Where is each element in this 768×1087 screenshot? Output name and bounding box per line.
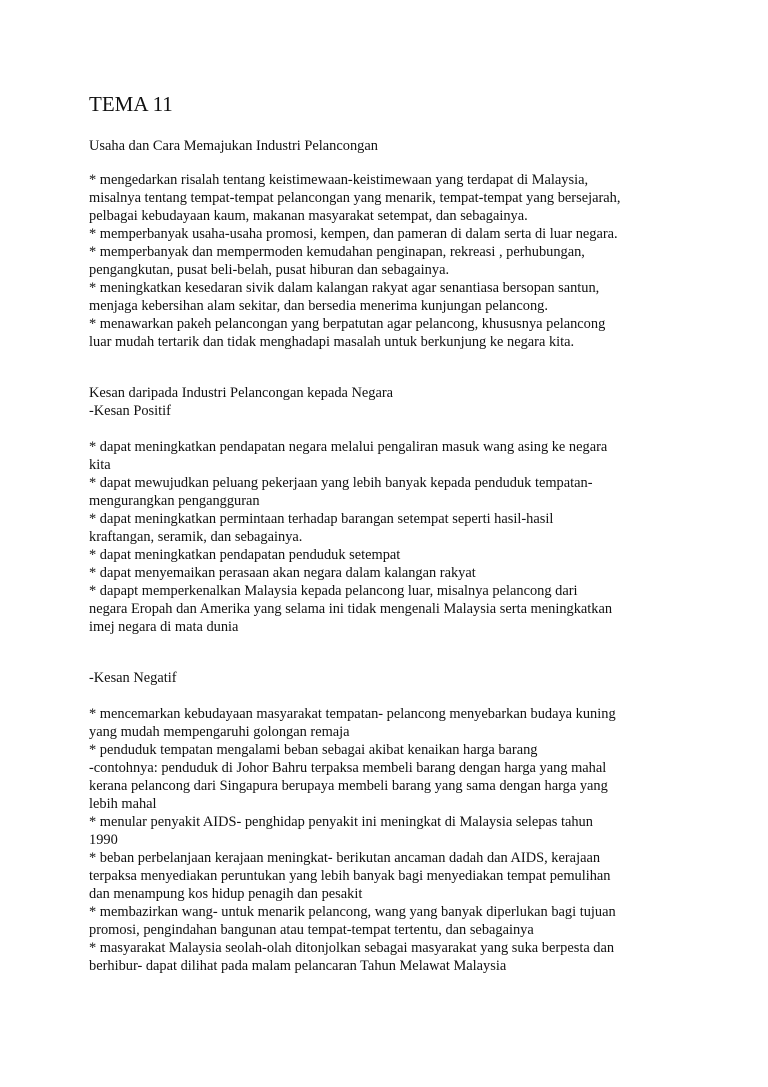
body-line: dan menampung kos hidup penagih dan pesakit [89, 886, 363, 902]
body-line: -contohnya: penduduk di Johor Bahru terpaksa membeli barang dengan harga yang mahal [89, 760, 607, 776]
body-line: negara Eropah dan Amerika yang selama ini tidak mengenali Malaysia serta meningkatkan [89, 601, 613, 617]
body-line: misalnya tentang tempat-tempat pelancongan yang menarik, tempat-tempat yang bersejarah, [89, 190, 621, 206]
body-line: * mengedarkan risalah tentang keistimewaan-keistimewaan yang terdapat di Malaysia, [89, 172, 589, 188]
body-line: * membazirkan wang- untuk menarik pelancong, wang yang banyak diperlukan bagi tujuan [89, 904, 616, 920]
body-line: pelbagai kebudayaan kaum, makanan masyarakat setempat, dan sebagainya. [89, 208, 528, 224]
body-line: mengurangkan pengangguran [89, 493, 260, 509]
body-line: * dapat menyemaikan perasaan akan negara dalam kalangan rakyat [89, 565, 476, 581]
body-line: * memperbanyak dan mempermoden kemudahan penginapan, rekreasi , perhubungan, [89, 244, 585, 260]
body-line: berhibur- dapat dilihat pada malam pelancaran Tahun Melawat Malaysia [89, 958, 507, 974]
body-line: terpaksa menyediakan peruntukan yang lebih banyak bagi menyediakan tempat pemulihan [89, 868, 611, 884]
body-line: * meningkatkan kesedaran sivik dalam kalangan rakyat agar senantiasa bersopan santun, [89, 280, 600, 296]
body-line: * beban perbelanjaan kerajaan meningkat- berikutan ancaman dadah dan AIDS, kerajaan [89, 850, 601, 866]
section-subheading: -Kesan Positif [89, 403, 171, 419]
body-line: menjaga kebersihan alam sekitar, dan bersedia menerima kunjungan pelancong. [89, 298, 548, 314]
section-heading: Kesan daripada Industri Pelancongan kepada Negara [89, 385, 394, 401]
body-line: promosi, pengindahan bangunan atau tempat-tempat tertentu, dan sebagainya [89, 922, 534, 938]
body-line: imej negara di mata dunia [89, 619, 239, 635]
body-line: * menular penyakit AIDS- penghidap penyakit ini meningkat di Malaysia selepas tahun [89, 814, 593, 830]
body-line: pengangkutan, pusat beli-belah, pusat hiburan dan sebagainya. [89, 262, 450, 278]
body-line: * mencemarkan kebudayaan masyarakat tempatan- pelancong menyebarkan budaya kuning [89, 706, 616, 722]
body-line: * menawarkan pakeh pelancongan yang berpatutan agar pelancong, khususnya pelancong [89, 316, 606, 332]
body-line: lebih mahal [89, 796, 157, 812]
body-line: kerana pelancong dari Singapura berupaya membeli barang yang sama dengan harga yang [89, 778, 608, 794]
page-title: TEMA 11 [89, 92, 173, 116]
body-line: 1990 [89, 832, 118, 848]
body-line: * memperbanyak usaha-usaha promosi, kempen, dan pameran di dalam serta di luar negara. [89, 226, 618, 242]
section-heading: -Kesan Negatif [89, 670, 177, 686]
page-subtitle: Usaha dan Cara Memajukan Industri Pelancongan [89, 138, 378, 154]
body-line: yang mudah mempengaruhi golongan remaja [89, 724, 350, 740]
body-line: * penduduk tempatan mengalami beban sebagai akibat kenaikan harga barang [89, 742, 538, 758]
body-line: * dapat mewujudkan peluang pekerjaan yang lebih banyak kepada penduduk tempatan- [89, 475, 593, 491]
body-line: * dapat meningkatkan permintaan terhadap barangan setempat seperti hasil-hasil [89, 511, 554, 527]
body-line: * masyarakat Malaysia seolah-olah ditonjolkan sebagai masyarakat yang suka berpesta dan [89, 940, 615, 956]
body-line: kraftangan, seramik, dan sebagainya. [89, 529, 303, 545]
body-line: * dapat meningkatkan pendapatan penduduk setempat [89, 547, 401, 563]
body-line: kita [89, 457, 111, 473]
body-line: * dapapt memperkenalkan Malaysia kepada pelancong luar, misalnya pelancong dari [89, 583, 578, 599]
body-line: * dapat meningkatkan pendapatan negara melalui pengaliran masuk wang asing ke negara [89, 439, 608, 455]
body-line: luar mudah tertarik dan tidak menghadapi masalah untuk berkunjung ke negara kita. [89, 334, 575, 350]
